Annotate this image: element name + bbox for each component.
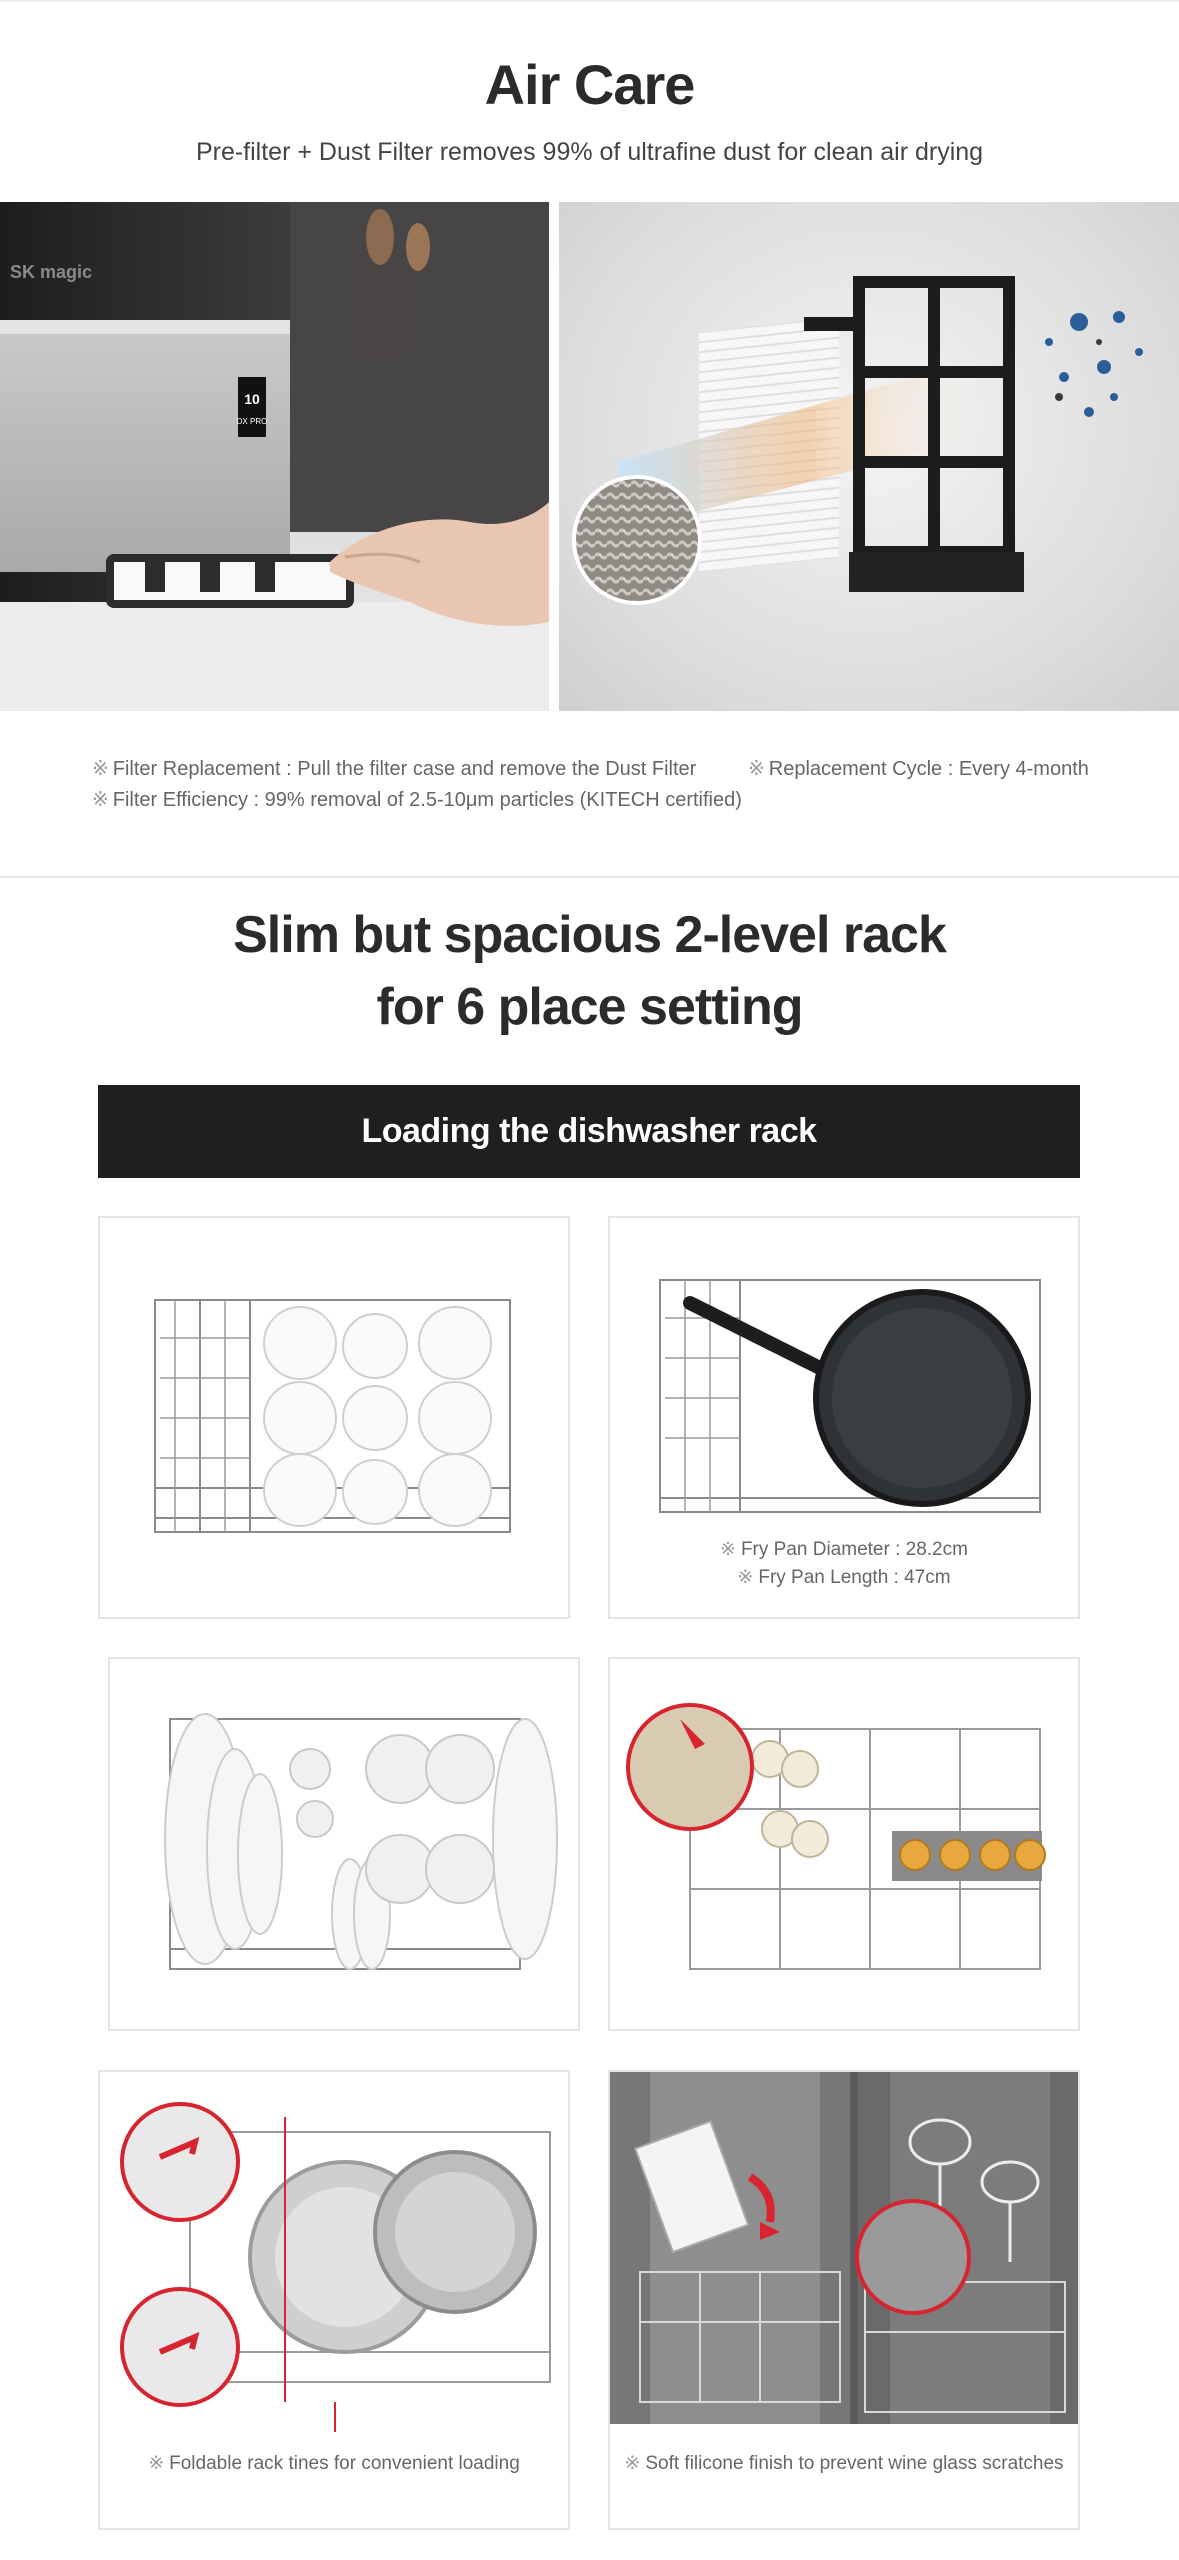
- section-divider: [0, 876, 1179, 878]
- soft-silicone-caption: ※ Soft filicone finish to prevent wine glass scratches: [624, 2453, 1064, 2474]
- brand-logo-text: SK magic: [10, 262, 93, 282]
- note-filter-replacement: ※ Filter Replacement : Pull the filter case and remove the Dust Filter: [92, 758, 697, 780]
- foldable-tines-image: [100, 2072, 568, 2442]
- foldable-tines-caption: ※ Foldable rack tines for convenient loading: [148, 2453, 520, 2474]
- filter-removal-photo: [0, 202, 549, 711]
- filter-illustration: [559, 202, 1179, 711]
- rack-title-line-1: Slim but spacious 2-level rack: [233, 906, 946, 964]
- badge-label: DX PRO: [236, 417, 268, 426]
- rack-section-banner: Loading the dishwasher rack: [98, 1085, 1080, 1178]
- fry-pan-length-caption: ※ Fry Pan Length : 47cm: [737, 1567, 951, 1588]
- rack-card-plates: [108, 1657, 580, 2031]
- plates-rack-image: [110, 1659, 578, 2029]
- fry-pan-diameter-caption: ※ Fry Pan Diameter : 28.2cm: [720, 1539, 968, 1560]
- air-care-subtitle: Pre-filter + Dust Filter removes 99% of ultrafine dust for clean air drying: [195, 138, 984, 166]
- note-filter-efficiency: ※ Filter Efficiency : 99% removal of 2.5-10μm particles (KITECH certified): [92, 789, 742, 811]
- note-replacement-cycle: ※ Replacement Cycle : Every 4-month: [748, 758, 1089, 780]
- cup-shelf-image: [610, 1659, 1078, 2029]
- rack-card-fry-pan: [608, 1216, 1080, 1619]
- bowls-rack-image: [100, 1218, 568, 1617]
- rack-card-foldable-tines: [98, 2070, 570, 2530]
- air-care-title: Air Care: [484, 53, 695, 116]
- rack-card-cup-shelf: [608, 1657, 1080, 2031]
- rack-title-line-2: for 6 place setting: [376, 978, 803, 1036]
- top-divider: [0, 0, 1179, 2]
- rack-card-bowls: [98, 1216, 570, 1619]
- fry-pan-rack-image: [610, 1218, 1078, 1538]
- wine-glass-rack-image: [610, 2072, 1078, 2424]
- badge-number: 10: [244, 391, 260, 407]
- rack-card-wine-glass: [608, 2070, 1080, 2530]
